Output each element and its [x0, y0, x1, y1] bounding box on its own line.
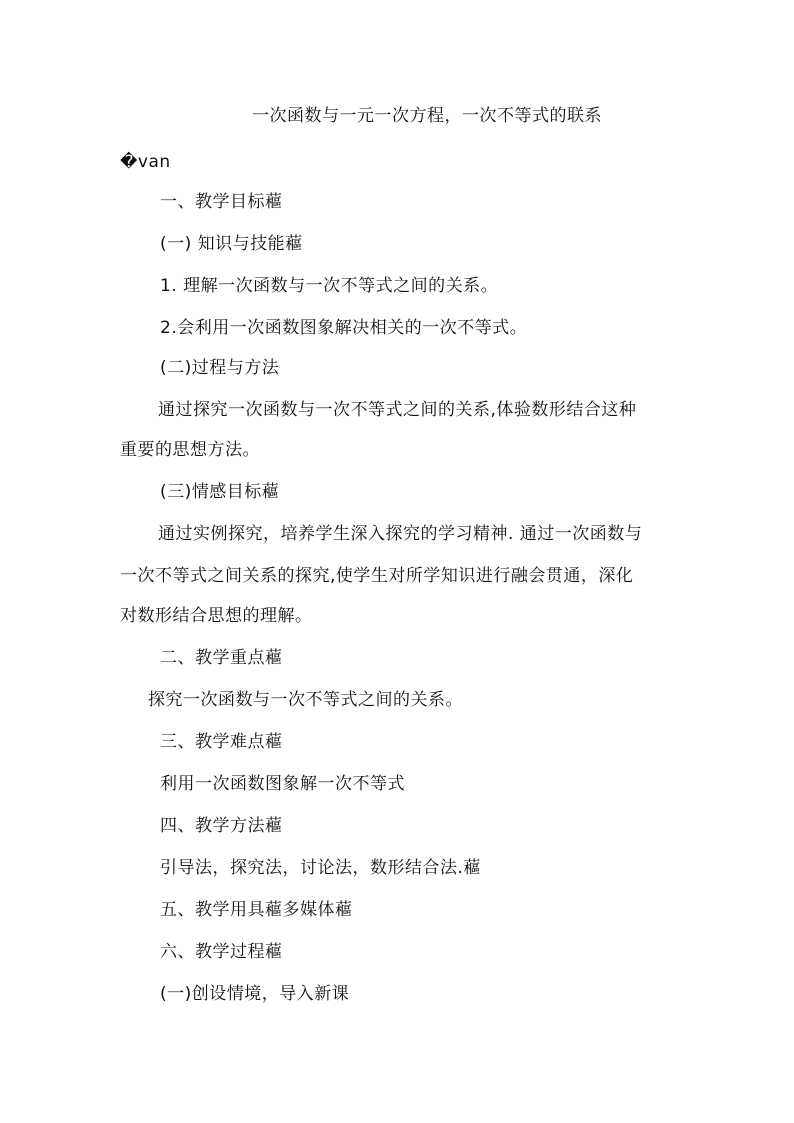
subheading-knowledge-skills: (一) 知识与技能藲 — [160, 234, 303, 254]
section-heading-process: 六、教学过程藲 — [160, 942, 283, 962]
key-points-text: 探究一次函数与一次不等式之间的关系。 — [148, 690, 463, 710]
list-item-1: 1. 理解一次函数与一次不等式之间的关系。 — [160, 276, 499, 296]
section-heading-tools: 五、教学用具藲多媒体藲 — [160, 900, 353, 920]
document-title: 一次函数与一元一次方程，一次不等式的联系 — [252, 106, 602, 126]
section-heading-methods: 四、教学方法藲 — [160, 816, 283, 836]
paragraph-emotional-line-2: 一次不等式之间关系的探究,使学生对所学知识进行融会贯通，深化 — [120, 566, 634, 586]
methods-text: 引导法，探究法，讨论法，数形结合法.藲 — [160, 858, 481, 878]
difficulties-text: 利用一次函数图象解一次不等式 — [160, 774, 405, 794]
paragraph-process-line-1: 通过探究一次函数与一次不等式之间的关系,体验数形结合这种 — [158, 400, 637, 420]
subheading-create-situation: (一)创设情境，导入新课 — [160, 984, 350, 1004]
paragraph-emotional-line-3: 对数形结合思想的理解。 — [120, 606, 313, 626]
section-heading-key-points: 二、教学重点藲 — [160, 648, 283, 668]
paragraph-process-line-2: 重要的思想方法。 — [120, 440, 260, 460]
section-heading-objectives: 一、教学目标藲 — [160, 192, 283, 212]
subheading-emotional-goals: (三)情感目标藲 — [160, 482, 280, 502]
list-item-2: 2.会利用一次函数图象解决相关的一次不等式。 — [160, 318, 528, 338]
paragraph-emotional-line-1: 通过实例探究，培养学生深入探究的学习精神. 通过一次函数与 — [158, 524, 643, 544]
subheading-process-method: (二)过程与方法 — [160, 358, 280, 378]
stray-mark: �van — [120, 152, 171, 172]
section-heading-difficulties: 三、教学难点藲 — [160, 732, 283, 752]
